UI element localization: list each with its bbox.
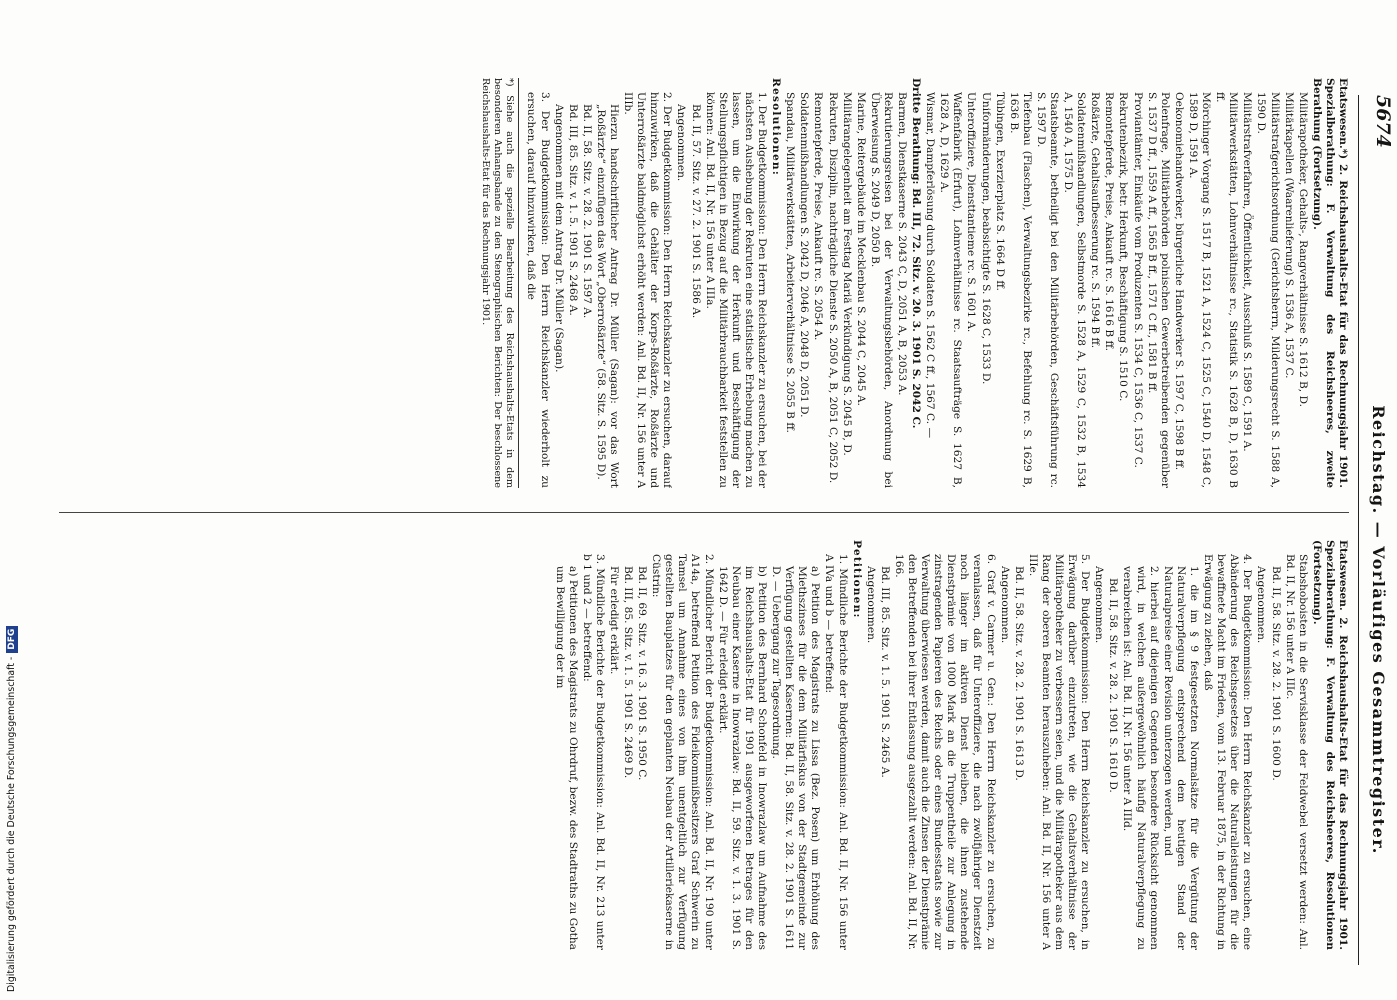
right-entry: Bd. II, 58. Sitz. v. 28. 2. 1901 S. 1613 D.	[1012, 566, 1025, 781]
left-entry: Resolutionen:	[770, 78, 783, 176]
right-entry: Stabshoboisten in die Servisklasse der Feldwebel versetzt werden: Anl. Bd. II, Nr. 156 unter A IIIc.	[1283, 554, 1309, 950]
right-entry: Für erledigt erklärt.	[607, 566, 620, 675]
right-entry: Angenommen.	[1255, 566, 1268, 644]
right-entry: Bd. III, 85. Sitz. v. 1. 5. 1901 S. 2465 A.	[878, 566, 891, 778]
left-entry: Militärstrafgerichtsordnung (Gerichtsherrn, Milderungsrecht S. 1588 A, 1590 D.	[1255, 92, 1281, 488]
left-entry: Uniformänderungen, beabsichtigte S. 1628 C, 1533 D.	[979, 92, 992, 385]
right-entry: 4. Der Budgetkommission: Den Herrn Reichskanzler zu ersuchen, eine Abänderung des Reichsgesetzes über die Naturalleistungen für die bewaffnete Macht im Frieden, vom 13. Februar 1875, in der Richtung in Erwägung zu ziehen, daß	[1202, 554, 1254, 950]
left-entry: Rekruten, Disziplin, nachträgliche Dienste S. 2050 A, B, 2051 C, 2052 D.	[826, 92, 839, 484]
left-entry: Dritte Berathung: Bd. III, 72. Sitz. v. 20. 3. 1901 S. 2042 C.	[910, 78, 923, 429]
left-entry: Militärkapellen (Waarenlieferung) S. 1536 A, 1537 C.	[1282, 92, 1295, 379]
right-entry: Angenommen.	[864, 566, 877, 644]
left-entry: Etatswesen.*) 2. Reichshaushalts-Etat für das Rechnungsjahr 1901. Spezialberathung: F. Verwaltung des Reichsheeres, zweite Berathung (Fortsetzung).	[1310, 78, 1349, 488]
right-column	[59, 540, 1349, 950]
right-entry: 3. Mündliche Berichte der Budgetkommission: Anl. Bd. II, Nr. 213 unter b 1 und 2 — betreffend:	[580, 554, 606, 950]
left-entry: Hierzu handschriftlicher Antrag Dr. Müller (Sagan): vor das Wort „Roßärzte“ einzufügen das Wort „Oberroßärzte“ (58. Sitz. S. 1595 D).	[594, 104, 621, 488]
column-divider	[59, 512, 1349, 513]
right-entry: Bd. II, 58. Sitz. v. 28. 2. 1901 S. 1610 D.	[1107, 578, 1120, 793]
left-entry: Soldatenmißhandlungen S. 2042 D, 2046 A, 2048 D, 2051 D.	[798, 92, 811, 418]
right-entry: Angenommen.	[1093, 566, 1106, 644]
footnote: *) Siehe auch die spezielle Bearbeitung des Reichshaushalts-Etats in dem besonderen Anhangsbande zu den Stenographischen Berichten: Der beschlossene Reichshaushalts-Etat für das Rechnungsjahr 1901.	[479, 78, 519, 488]
left-entry: Staatsbeamte, betheiligt bei den Militärbehörden, Geschäftsführung rc. S. 1597 D.	[1034, 92, 1061, 488]
left-entry: Remontepferde, Preise, Ankauft rc. S. 1616 B ff.	[1103, 92, 1116, 352]
left-entry: Bd. III, 85. Sitz. v. 1. 5. 1901 S. 2468 A.	[566, 104, 579, 316]
left-entry: Militärwerkstätten, Lohnverhältnisse rc., Statistik S. 1628 B, D, 1630 B ff.	[1214, 92, 1240, 488]
left-entry: Tiefenbau (Flaschen), Verwaltungsbezirke rc., Befehlung rc. S. 1629 B, 1636 B.	[1007, 92, 1033, 488]
left-entry: Bd. II, 57. Sitz. v. 27. 2. 1901 S. 1586 A.	[689, 104, 702, 319]
left-entry: Oekonomiehandwerker, bürgerliche Handwerker S. 1597 C, 1598 B ff.	[1172, 92, 1185, 471]
left-entry: Roßärzte, Gehaltsaufbesserung rc. S. 1594 B ff.	[1089, 92, 1102, 349]
left-entry: Wismar, Dampferlösung durch Soldaten S. 1562 C ff., 1567 C. —	[924, 92, 937, 439]
right-entry: Etatswesen. 2. Reichshaushalts-Etat für das Rechnungsjahr 1901. Spezialberathung: F. Verwaltung des Reichsheeres, Resolutionen (Fortsetzung).	[1310, 540, 1349, 950]
left-entry: Unteroffiziere, Diensttantieme rc. S. 1601 A.	[965, 92, 978, 333]
left-entry: Angenommen.	[675, 104, 688, 182]
right-entry: Bd. II, 58. Sitz. v. 28. 2. 1901 S. 1600 D.	[1269, 566, 1282, 781]
right-entry: 1. Mündliche Berichte der Budgetkommission: Anl. Bd. II, Nr. 156 unter A IVa und b — betreffend:	[823, 554, 849, 950]
left-entry: Militärstrafverfahren, Öffentlichkeit, Ausschluß S. 1589 C, 1591 A.	[1241, 92, 1254, 452]
right-entry: 2. hierbei auf diejenigen Gegenden besondere Rücksicht genommen wird, in welchen außergewöhnlich häufig Naturalverpflegung zu verabreichen ist: Anl. Bd. II, Nr. 156 unter A IIId.	[1121, 566, 1160, 950]
left-entry: Rekrutierungsreisen bei der Verwaltungsbehörden, Anordnung bei Überweisung S. 2049 D, 2050 B.	[868, 92, 894, 488]
digitization-credit	[4, 2, 20, 992]
page-header	[1358, 95, 1394, 965]
left-entry: 2. Der Budgetkommission: Den Herrn Reichskanzler zu ersuchen, darauf hinzuwirken, daß die Gehälter der Korps-Roßärzte, Roßärzte und Unterroßärzte baldmöglichst erhöht werden: Anl. Bd. II, Nr. 156 unter A IIIb.	[622, 92, 674, 488]
left-column	[59, 78, 1349, 488]
left-entry: Waffenfabrik (Erfurt), Lohnverhältnisse rc. Staatsaufträge S. 1627 B, 1628 A, D, 1629 A.	[938, 92, 964, 488]
right-entry: a) Petition des Magistrats zu Lissa (Bez. Posen) um Erhöhung des Miethszinses für die dem Militärfiskus von der Stadtgemeinde zur Verfügung gestellten Kasernen: Bd. II, 58. Sitz. v. 28. 2. 1901 S. 1611 D. — Uebergang zur Tagesordnung.	[770, 566, 822, 950]
left-entry: Barmen, Dienstkaserne S. 2043 C, D, 2051 A, B, 2053 A.	[896, 92, 908, 396]
page-number: 5674	[1372, 95, 1394, 148]
right-entry: Angenommen.	[998, 566, 1011, 644]
left-entry: Soldatenmißhandlungen, Selbstmorde S. 1528 A, 1529 C, 1532 B, 1534 A, 1540 A, 1575 D.	[1062, 92, 1088, 488]
right-entry: a) Petitionen des Magistrats zu Ohrdruf, bezw. des Stadtraths zu Gotha um Bewilligung der im	[553, 566, 579, 950]
credit-text: Digitalisierung gefördert durch die Deutsche Forschungsgemeinschaft -	[6, 656, 17, 992]
left-entry: Polenfrage, Militärbehörden polnischen Gewerbetreibenden gegenüber S. 1537 D ff., 1559 A ff., 1565 B ff., 1571 C ff., 1581 B ff.	[1145, 92, 1171, 488]
right-entry: 2. Mündlicher Bericht der Budgetkommission: Anl. Bd. II, Nr. 190 unter A14a, betreffend Petition des Fideikommißbesitzers Graf Schwerin zu Tamsel um Annahme eines von ihm unentgeltlich zur Verfügung gestellten Bauplatzes für den geplanten Neubau der Artilleriekaserne in Cüstrin:	[650, 554, 715, 950]
left-entry: 3. Der Budgetkommission: Den Herrn Reichskanzler wiederholt zu ersuchen, darauf hinzuwirken, daß die	[525, 92, 551, 488]
dfg-logo: DFG	[6, 626, 18, 653]
right-entry: Bd. III, 85. Sitz. v. 1. 5. 1901 S. 2469 D.	[622, 566, 635, 779]
left-entry: Rekrutenbezirk, betr. Herkunft, Beschäftigung S. 1510 C.	[1117, 92, 1130, 402]
left-entry: Marine, Reitergebäude im Mecklenbau S. 2044 C, 2045 A.	[854, 92, 867, 406]
left-entry: Remontepferde, Preise, Ankauft rc. S. 2054 A.	[812, 92, 825, 341]
right-entry: 6. Graf v. Carmer u. Gen.: Den Herrn Reichskanzler zu ersuchen, zu veranlassen, daß für Unteroffiziere, die nach zwölfjähriger Dienstzeit noch länger im aktiven Dienst bleiben, die ihnen zustehende Dienstprämie von 1000 Mark an die Truppentheile zur Anlegung in zinstragenden Papieren des Reichs oder eines Bundesstaats sowie zur Verwaltung überwiesen werden, damit auch die Zinsen der Dienstprämie den Betreffenden bei ihrer Entlassung ausgezahlt werden: Anl. Bd. II, Nr. 166.	[892, 554, 997, 950]
right-entry: b) Petition des Bernhard Schonfeld in Inowrazlaw um Aufnahme des im Reichshaushalts-Etat für 1901 ausgeworfenen Betrages für den Neubau einer Kaserne in Inowrazlaw: Bd. II, 59. Sitz. v. 1. 3. 1901 S. 1642 D. — Für erledigt erklärt.	[716, 566, 768, 950]
right-entry: Petitionen:	[850, 540, 863, 619]
left-entry: Spandau, Militärwerkstätten, Arbeiterverhältnisse S. 2055 B ff.	[784, 92, 797, 433]
running-head: Reichstag. — Vorläufiges Gesammtregister.	[1369, 405, 1388, 855]
right-entry: 1. die im § 9 festgesetzten Normalsätze für die Vergütung der Naturalverpflegung entsprechend dem heutigen Stand der Naturalpreise einer Revision unterzogen werden, und	[1161, 566, 1200, 950]
right-entry: Bd. II, 69. Sitz. v. 16. 3. 1901 S. 1950 C.	[636, 566, 649, 781]
left-entry: Mörchinger Vorgang S. 1517 B, 1521 A, 1524 C, 1525 C, 1540 D, 1548 C, 1589 D, 1591 A.	[1186, 92, 1213, 488]
left-entry: Militärangelegenheit am Festtag Mariä Verkündigung S. 2045 B, D.	[840, 92, 853, 456]
left-entry: Militärapotheker, Gehalts-, Rangverhältnisse S. 1612 B, D.	[1296, 92, 1309, 407]
left-entry: Bd. II, 58. Sitz. v. 28. 2. 1901 S. 1597 A.	[580, 104, 593, 319]
left-entry: 1. Der Budgetkommission: Den Herrn Reichskanzler zu ersuchen, bei der nächsten Aushebung der Rekruten eine statistische Erhebung machen zu lassen, um die Einwirkung der Herkunft und Beschäftigung der Stellungspflichtigen in Bezug auf die Militärbrauchbarkeit feststellen zu können: Anl. Bd. II, Nr. 156 unter A IIIa.	[703, 92, 769, 488]
left-entry: Angenommen mit dem Antrag Dr. Müller (Sagan).	[552, 104, 565, 373]
left-entry: Proviantämter, Einkäufe vom Produzenten S. 1534 C, 1536 C, 1537 C.	[1131, 92, 1144, 468]
right-entry: 5. Der Budgetkommission: Den Herrn Reichskanzler zu ersuchen, in Erwägung darüber einzutreten, wie die Gehaltsverhältnisse der Militärapotheker zu verbessern seien, und die Militärapotheker aus dem Rang der oberen Beamten herauszuheben: Anl. Bd. II, Nr. 156 unter A IIIe.	[1026, 554, 1092, 950]
left-entry: Tübingen, Exerzierplatz S. 1664 D ff.	[993, 92, 1006, 291]
